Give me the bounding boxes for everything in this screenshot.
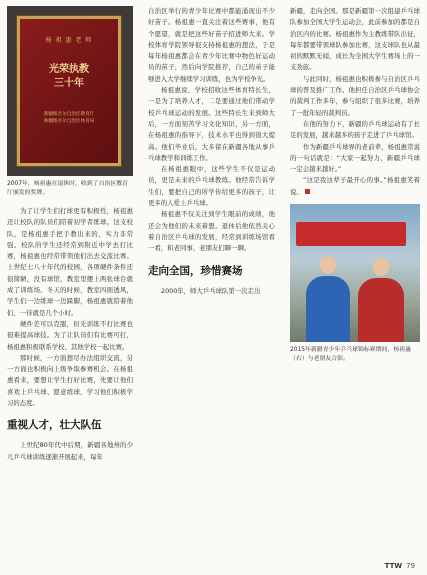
section-heading: 走向全国，珍惜赛场 — [148, 264, 243, 277]
paragraph: 作为新疆乒乓球界的老前辈，杨祖惠常说的一句话就是：“大家一起努力，新疆乒乓球一定会越来越好。” — [290, 142, 420, 174]
paragraph: 自治区举行的青少年比赛中都能涌现出不少好苗子。杨祖惠一直关注着这些赛事，他有个愿望，就是把这些好苗子招进师大来。学校体育学院领导很支持杨祖惠的想法，于是每年杨祖惠都会在青少年比赛中物色好运动员的苗子，然后向学院推荐，自己的弟子能够进入大学继续学习训练，也为学校争光。 — [148, 7, 275, 83]
paragraph: 在杨祖惠眼中，这些学生不仅是运动员，更是未来的乒乓球教练。他经常告诉学生们，要把自己的所学传给更多的孩子，让更多的人爱上乒乓球。 — [148, 165, 275, 208]
page-number: 79 — [406, 562, 415, 570]
paragraph — [290, 175, 420, 198]
honor-plaque — [17, 16, 121, 166]
plaque-title-line1: 光荣执教 — [49, 64, 89, 75]
plaque-title-line2: 三十年 — [54, 78, 84, 89]
group-photo — [290, 204, 420, 342]
paragraph: 硬件差可以克服，但光训练不打比赛也很难提高球技。为了让队员们有比赛可打，杨祖惠积极联系学校、其他学校一起比赛。 — [7, 319, 133, 351]
column-middle — [148, 6, 275, 297]
person-left — [306, 276, 350, 342]
paragraph: 与此同时，杨祖惠也积极参与自治区乒乓球的普及推广工作。他担任自治区乒乓球协会的裁判工作多年，参与组织了很多比赛，培养了一批年轻的裁判员。 — [290, 74, 420, 117]
plaque-issuer — [20, 111, 118, 125]
section-heading: 重视人才，壮大队伍 — [7, 419, 102, 432]
photo-caption: 2007年，杨祖惠在退休时，收到了自治区教育厅颁发的奖牌。 — [7, 181, 129, 196]
paragraph: 新疆，走向全国。那是新疆第一次组建乒乓球队参加全国大学生运动会，此前参加的都是自治区内的比赛。杨祖惠作为主教练带队出征，每年都要带领球队参加比赛，这支球队也从最初的默默无闻，成长为全国大学生赛场上的一支劲旅。 — [290, 7, 420, 72]
plaque-issuer-line1: 新疆维吾尔自治区教育厅 — [43, 112, 95, 117]
page-footer — [385, 562, 415, 570]
banner — [296, 222, 406, 246]
paragraph: 杨祖惠说，学校招收这些体育特长生，一是为了培养人才，二是要通过他们带动学校乒乓球运动的发展。这些特长生来到师大后，一方面刻苦学习文化知识，另一方面，在杨祖惠的指导下，技术水平也得到很大提高。他们毕业后，大多留在新疆各地从事乒乓球教学和训练工作。 — [148, 86, 275, 162]
plaque-photo — [7, 6, 133, 176]
closing-text: “这是我这辈子最开心的事。”杨祖惠笑着说。 — [290, 176, 420, 196]
column-left — [7, 6, 133, 463]
plaque-issuer-line2: 新疆维吾尔自治区体育局 — [43, 119, 95, 124]
end-mark-icon — [305, 189, 310, 194]
paragraph: 那时候，一方面想尽办法组织交流，另一方面也积极向上级争取参赛机会。在杨祖惠看来，要想让学生打好比赛，先要让他们喜欢上乒乓球、愿意练球，学习他们积极学习的态度。 — [7, 353, 133, 408]
plaque-name: 杨 祖 惠 老 师 — [45, 37, 93, 44]
person-right — [358, 278, 404, 342]
magazine-brand: TTW — [384, 562, 403, 570]
paragraph: 在他的努力下，新疆的乒乓球运动有了长足的发展，越来越多的孩子走进了乒乓球馆。 — [290, 119, 420, 140]
paragraph: 为了让学生们打球更有积极性，杨祖惠还让校队的队员们陪着初学者练球。这支校队，是杨祖惠手把手教出来的，实力非常强。校队的学生还经常到附近中学去打比赛，杨祖惠也经常带领他们出去交流比赛。上世纪七八十年代的校园，各项硬件条件还很简陋，没有球馆，教室里摆上两张球台就成了训练场。冬天的时候，教室四面透风，学生们一边练球一边跺脚，杨祖惠就陪着他们，一待就是几个小时。 — [7, 207, 133, 317]
column-right — [290, 6, 420, 372]
plaque-title — [20, 63, 118, 91]
paragraph: 杨祖惠不仅关注到学生眼前的成绩，他还会为他们的未来着想。退休后他依然关心着自治区乒乓球的发展，经常到训练场馆看一看，和老同事、老朋友们聊一聊。 — [148, 210, 275, 253]
photo-caption: 2015年新疆青少年乒乓球锦标赛期间，杨祖惠（右）与老朋友合影。 — [290, 347, 412, 363]
paragraph: 上世纪80年代中后期，新疆各地州的少儿乒乓球训练逐渐开展起来，每年 — [7, 441, 133, 461]
paragraph: 2000年，师大乒乓球队第一次走出 — [161, 286, 261, 295]
